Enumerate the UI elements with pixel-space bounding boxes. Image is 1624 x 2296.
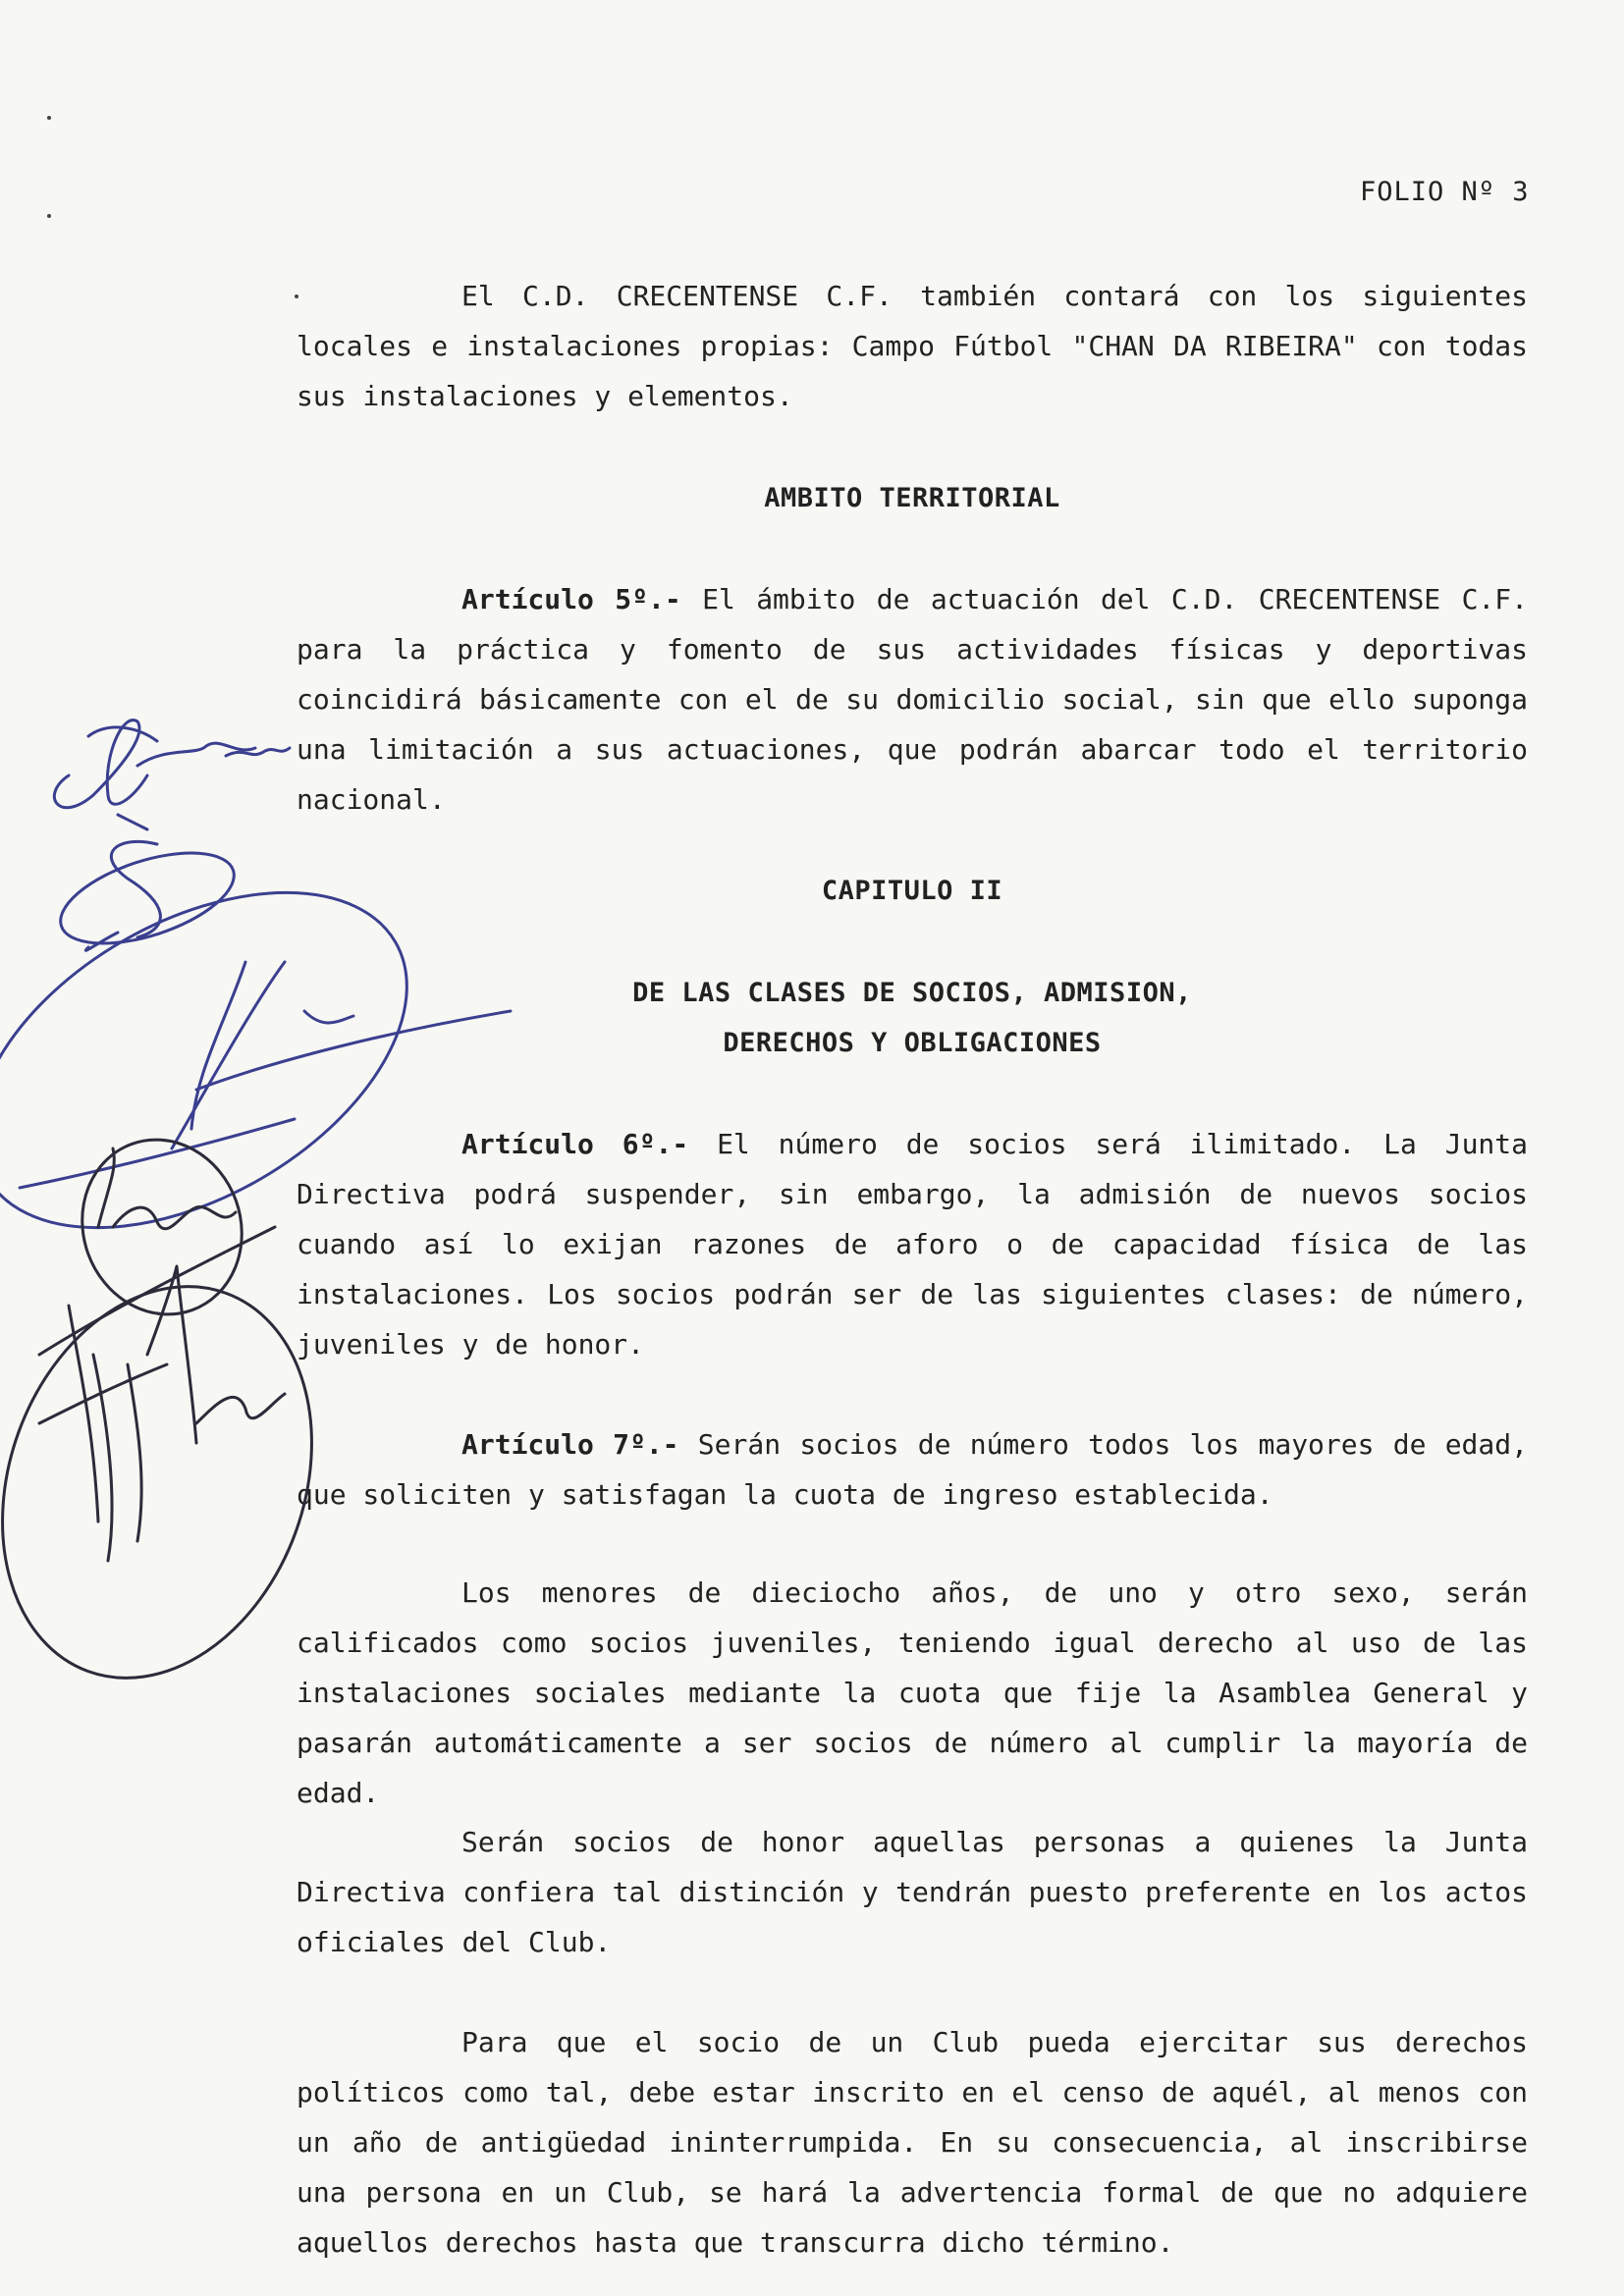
article-5-label: Artículo 5º.- (461, 583, 681, 615)
section-heading-clases-line1: DE LAS CLASES DE SOCIOS, ADMISION, (632, 978, 1192, 1008)
paragraph-menores: Los menores de dieciocho años, de uno y otro sexo, serán calificados como socios juveniles, teniendo igual derecho al uso de las instalaciones sociales mediante la cuota que fije la Asamblea General y pasarán automáticamente a ser socios de número al cumplir la mayoría de edad. (297, 1576, 1528, 1809)
signature-santiago (39, 1117, 275, 1355)
paragraph-derechos-politicos: Para que el socio de un Club pueda ejercitar sus derechos políticos como tal, debe estar inscrito en el censo de aquél, al menos con un año de antigüedad ininterrumpida. En su consecuencia, al inscribirse una persona en un Club, se hará la advertencia formal de que no adquiere aquellos derechos hasta que transcurra dicho término. (297, 2026, 1528, 2259)
article-7-label: Artículo 7º.- (461, 1428, 679, 1461)
scan-dot (47, 214, 51, 218)
signature-1 (54, 721, 290, 829)
signature-2 (50, 834, 244, 961)
intro-paragraph: El C.D. CRECENTENSE C.F. también contará con los siguientes locales e instalaciones propias: Campo Fútbol "CHAN DA RIBEIRA" con todas sus instalaciones y elementos. (297, 280, 1528, 412)
signature-5 (0, 1243, 364, 1718)
scan-dot (47, 116, 51, 120)
chapter-heading: CAPITULO II (821, 876, 1003, 906)
paragraph-socios-honor: Serán socios de honor aquellas personas a quienes la Junta Directiva confiera tal distinción y tendrán puesto preferente en los actos oficiales del Club. (297, 1826, 1528, 1958)
article-7-text: Serán socios de número todos los mayores de edad, que soliciten y satisfagan la cuota de ingreso establecida. (297, 1428, 1528, 1511)
signatures-margin (0, 677, 550, 1718)
scan-dot (295, 294, 298, 298)
section-heading-clases-line2: DERECHOS Y OBLIGACIONES (723, 1028, 1102, 1058)
article-6-label: Artículo 6º.- (461, 1128, 689, 1160)
article-6-text: El número de socios será ilimitado. La Junta Directiva podrá suspender, sin embargo, la admisión de nuevos socios cuando así lo exijan razones de aforo o de capacidad física de las instalaciones. Los socios podrán ser de las siguientes clases: de número, juveniles y de honor. (297, 1128, 1528, 1361)
folio-number: FOLIO Nº 3 (1360, 177, 1530, 207)
section-heading-ambito: AMBITO TERRITORIAL (764, 483, 1060, 513)
article-5-text: El ámbito de actuación del C.D. CRECENTENSE C.F. para la práctica y fomento de sus actividades físicas y deportivas coincidirá básicamente con el de su domicilio social, sin que ello suponga una limitación a sus actuaciones, que podrán abarcar todo el territorio nacional. (297, 583, 1528, 816)
